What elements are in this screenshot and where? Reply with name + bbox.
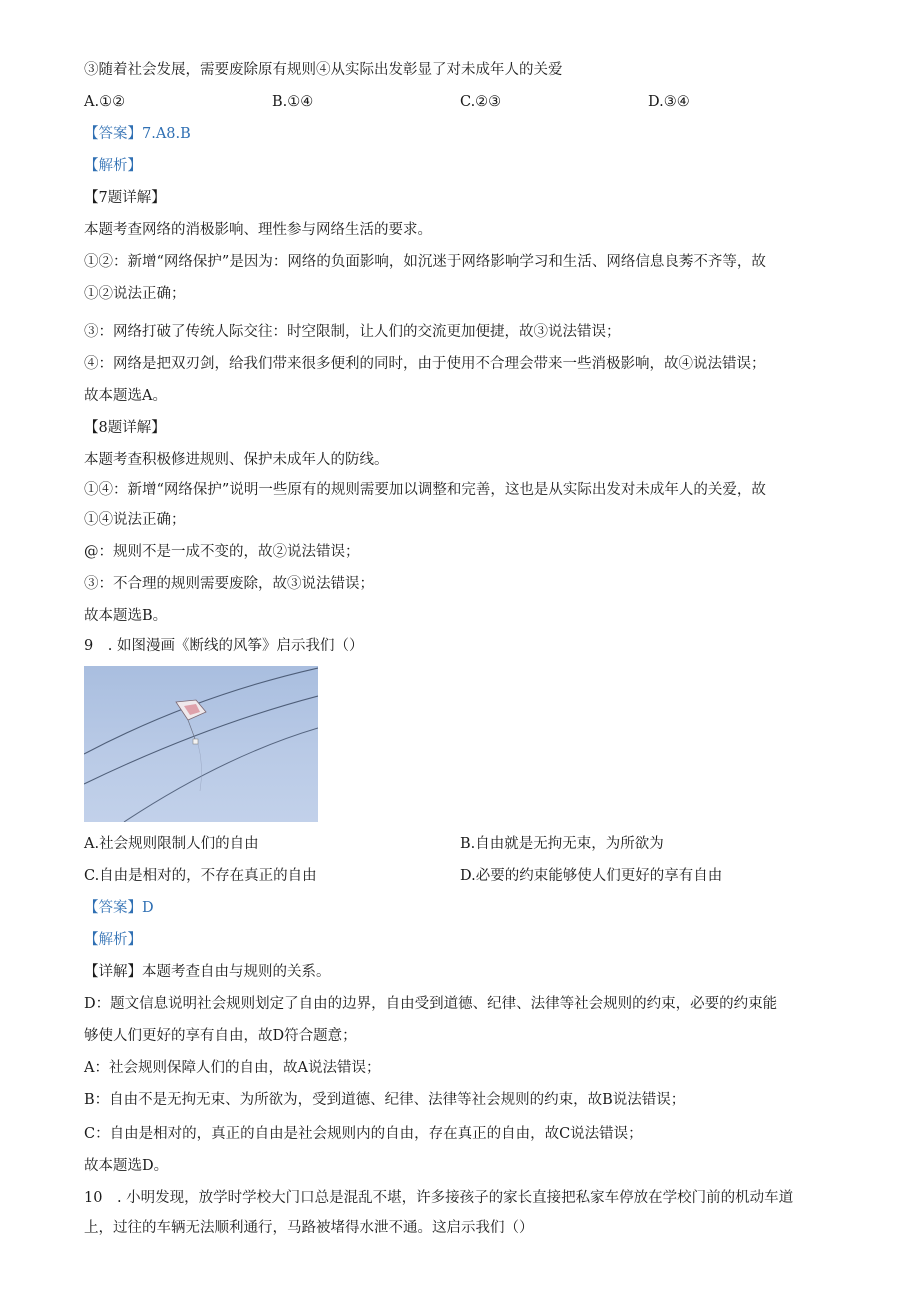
text-line: 上，过往的车辆无法顺利通行，马路被堵得水泄不通。这启示我们（） — [84, 1220, 534, 1236]
text-line: ①④说法正确； — [84, 512, 186, 528]
text-line: ③：网络打破了传统人际交往：时空限制，让人们的交流更加便捷，故③说法错误； — [84, 324, 621, 340]
analysis-label: 【解析】 — [84, 932, 142, 948]
text-line: ①④：新增“网络保护”说明一些原有的规则需要加以调整和完善，这也是从实际出发对未成年人的关爱，故 — [84, 482, 766, 498]
question-10: 10 . 小明发现，放学时学校大门口总是混乱不堪，许多接孩子的家长直接把私家车停放在学校门前的机动车道 — [84, 1190, 794, 1206]
text-line: ③随着社会发展，需要废除原有规则④从实际出发彰显了对未成年人的关爱 — [84, 62, 563, 78]
kite-illustration — [84, 666, 318, 822]
kite-tail-icon — [193, 739, 198, 744]
section-heading: 【详解】本题考查自由与规则的关系。 — [84, 964, 331, 980]
option-a: A.①② — [84, 94, 126, 110]
text-line: ④：网络是把双刃剑，给我们带来很多便利的同时，由于使用不合理会带来一些消极影响，故④说法错误； — [84, 356, 766, 372]
kite-icon — [176, 700, 206, 742]
text-line: ①②说法正确； — [84, 286, 186, 302]
option-c: C.自由是相对的，不存在真正的自由 — [84, 868, 317, 884]
text-line: 够使人们更好的享有自由，故D符合题意； — [84, 1028, 357, 1044]
text-line: 本题考查积极修进规则、保护未成年人的防线。 — [84, 452, 389, 468]
section-heading: 【7题详解】 — [84, 190, 166, 206]
text-line: C：自由是相对的，真正的自由是社会规则内的自由，存在真正的自由，故C说法错误； — [84, 1126, 643, 1142]
analysis-label: 【解析】 — [84, 158, 142, 174]
option-b: B.①④ — [272, 94, 314, 110]
text-line: @：规则不是一成不变的，故②说法错误； — [84, 544, 360, 560]
option-a: A.社会规则限制人们的自由 — [84, 836, 259, 852]
text-line: B：自由不是无拘无束、为所欲为，受到道德、纪律、法律等社会规则的约束，故B说法错误； — [84, 1092, 686, 1108]
question-9: 9 . 如图漫画《断线的风筝》启示我们（） — [84, 638, 364, 654]
answer-label: 【答案】D — [84, 900, 154, 916]
text-line: ①②：新增“网络保护”是因为：网络的负面影响，如沉迷于网络影响学习和生活、网络信息良莠不齐等，故 — [84, 254, 766, 270]
text-line: 本题考查网络的消极影响、理性参与网络生活的要求。 — [84, 222, 432, 238]
kite-comic-image — [84, 666, 318, 822]
text-line: 故本题选D。 — [84, 1158, 169, 1174]
section-heading: 【8题详解】 — [84, 420, 166, 436]
option-d: D.③④ — [648, 94, 690, 110]
text-line: 故本题选A。 — [84, 388, 167, 404]
text-line: A：社会规则保障人们的自由，故A说法错误； — [84, 1060, 381, 1076]
text-line: 故本题选B。 — [84, 608, 168, 624]
option-d: D.必要的约束能够使人们更好的享有自由 — [460, 868, 723, 884]
text-line: ③：不合理的规则需要废除，故③说法错误； — [84, 576, 374, 592]
option-c: C.②③ — [460, 94, 502, 110]
answer-label: 【答案】7.A8.B — [84, 126, 191, 142]
text-line: D：题文信息说明社会规则划定了自由的边界，自由受到道德、纪律、法律等社会规则的约束，必要的约束能 — [84, 996, 778, 1012]
option-b: B.自由就是无拘无束，为所欲为 — [460, 836, 664, 852]
